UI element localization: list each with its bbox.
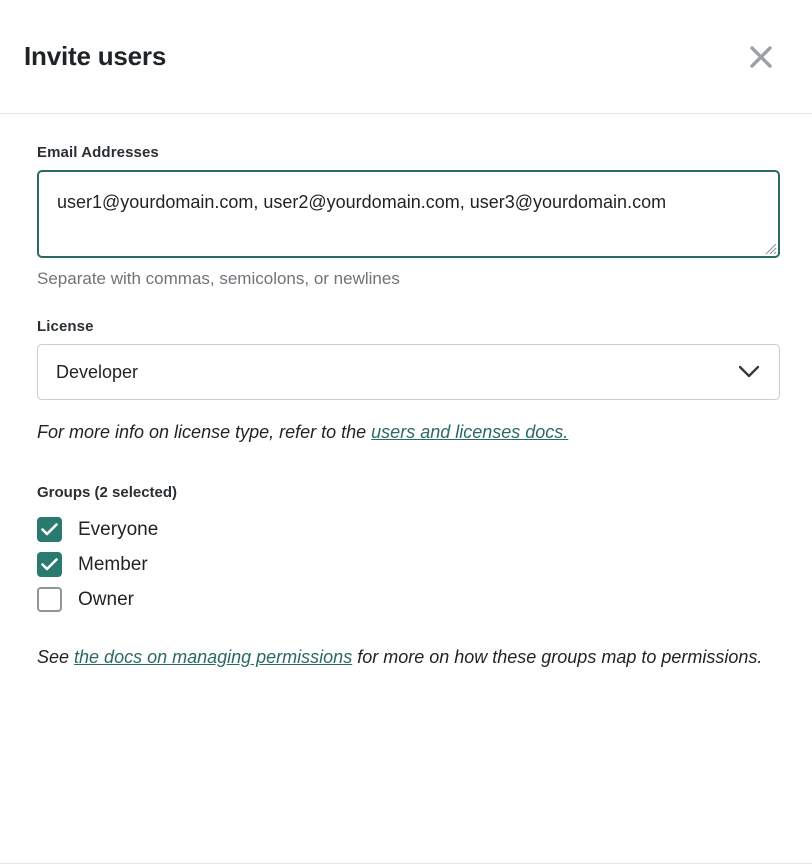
checkbox-owner[interactable]: [37, 587, 62, 612]
license-note: [37, 422, 776, 443]
license-note-text: For more info on license type, refer to the: [37, 422, 372, 442]
email-field-group: [37, 144, 776, 289]
group-checkbox-row-everyone[interactable]: [37, 512, 776, 547]
group-label-member: Member: [78, 553, 148, 575]
email-hint: Separate with commas, semicolons, or newlines: [37, 269, 400, 288]
email-textarea-wrap: [37, 170, 780, 258]
group-checkbox-row-owner[interactable]: [37, 582, 776, 617]
checkbox-member[interactable]: [37, 552, 62, 577]
groups-footer-note: [37, 642, 776, 673]
groups-field-group: [37, 484, 776, 673]
license-field-label: License: [37, 318, 94, 335]
group-label-owner: Owner: [78, 588, 134, 610]
users-and-licenses-link[interactable]: users and licenses docs.: [371, 422, 569, 442]
email-addresses-input[interactable]: [37, 170, 780, 258]
check-icon: [41, 523, 58, 536]
dialog-header: [0, 0, 812, 114]
license-select-wrap: [37, 344, 780, 400]
dialog-body: [0, 114, 812, 864]
groups-footer-prefix: See: [37, 647, 75, 667]
check-icon: [41, 558, 58, 571]
managing-permissions-link[interactable]: the docs on managing permissions: [74, 647, 353, 667]
close-icon-glyph: [748, 44, 774, 70]
groups-label: Groups (2 selected): [37, 484, 178, 501]
email-field-label: Email Addresses: [37, 144, 159, 161]
groups-footer-suffix: for more on how these groups map to permissions.: [352, 647, 763, 667]
checkbox-everyone[interactable]: [37, 517, 62, 542]
license-field-group: [37, 318, 776, 443]
page-title: Invite users: [24, 41, 167, 71]
license-select[interactable]: [37, 344, 780, 400]
group-checkbox-row-member[interactable]: [37, 547, 776, 582]
close-icon[interactable]: [744, 40, 778, 74]
group-label-everyone: Everyone: [78, 518, 159, 540]
license-select-value: Developer: [56, 361, 139, 382]
